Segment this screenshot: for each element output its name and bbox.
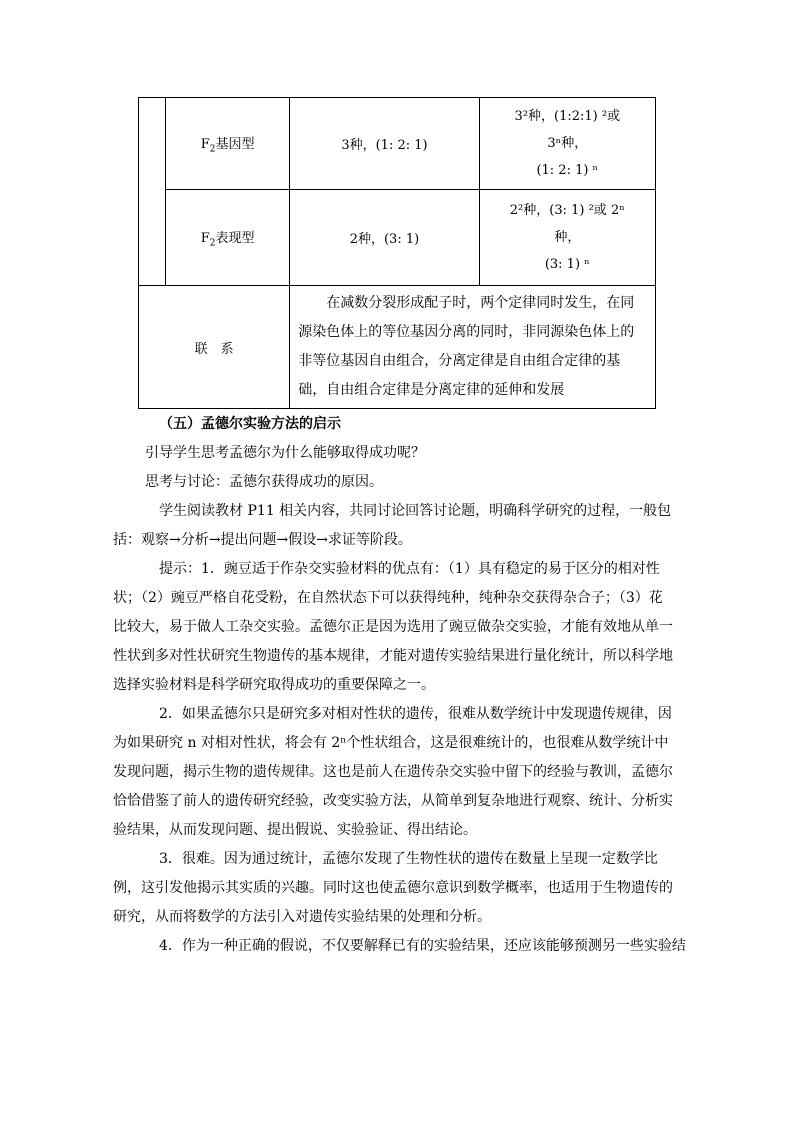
merged-cell [139, 98, 166, 286]
paragraph: 提示：1．豌豆适于作杂交实验材料的优点有：（1）具有稳定的易于区分的相对性状；（2）豌豆严格自花受粉，在自然状态下可以获得纯种，纯种杂交获得杂合子；（3）花比较大，易于做人工杂交实验。孟德尔正是因为选用了豌豆做杂交实验，才能有效地从单一性状到多对性状研究生物遗传的基本规律，才能对遗传实验结果进行量化统计，所以科学地选择实验材料是科学研究取得成功的重要保障之一。 [113, 561, 673, 693]
comparison-table [138, 97, 656, 409]
table-row [139, 98, 656, 190]
paragraph: 3．很难。因为通过统计，孟德尔发现了生物性状的遗传在数量上呈现一定数学比例，这引发他揭示其实质的兴趣。同时这也使孟德尔意识到数学概率，也适用于生物遗传的研究，从而将数学的方法引入对遗传实验结果的处理和分析。 [113, 851, 673, 925]
paragraph: 4．作为一种正确的假说，不仅要解释已有的实验结果，还应该能够预测另一些实验结 [159, 938, 686, 954]
single-gene-cell: 3种，(1: 2: 1) [290, 98, 479, 190]
row-label-genotype: $F_2$基因型 [166, 98, 290, 190]
section-heading: （五）孟德尔实验方法的启示 [159, 416, 341, 432]
table-row [139, 190, 656, 286]
body-text [113, 410, 686, 961]
relation-label: 联 系 [139, 286, 290, 409]
paragraph: 引导学生思考孟德尔为什么能够取得成功呢？ [145, 445, 425, 461]
relation-text: 在减数分裂形成配子时，两个定律同时发生，在同源染色体上的等位基因分离的同时，非同源染色体上的非等位基因自由组合，分离定律是自由组合定律的基础，自由组合定律是分离定律的延伸和发展 [290, 286, 656, 409]
table-row [139, 286, 656, 409]
paragraph: 2．如果孟德尔只是研究多对相对性状的遗传，很难从数学统计中发现遗传规律，因为如果研究 n 对相对性状，将会有 2ⁿ个性状组合，这是很难统计的，也很难从数学统计中发现问题，揭示生物的遗传规律。这也是前人在遗传杂交实验中留下的经验与教训，孟德尔恰恰借鉴了前人的遗传研究经验，改变实验方法，从简单到复杂地进行观察、统计、分析实验结果，从而发现问题、提出假说、实验验证、得出结论。 [113, 706, 673, 838]
paragraph: 思考与讨论：孟德尔获得成功的原因。 [145, 474, 383, 490]
multi-gene-cell: 3²种，(1:2:1) ²或 3ⁿ种， (1: 2: 1) ⁿ [479, 98, 655, 190]
paragraph: 学生阅读教材 P11 相关内容，共同讨论回答讨论题，明确科学研究的过程，一般包括：观察→分析→提出问题→假设→求证等阶段。 [113, 503, 672, 548]
row-label-phenotype: $F_2$表现型 [166, 190, 290, 286]
multi-gene-cell: 2²种，(3: 1) ²或 2ⁿ 种， (3: 1) ⁿ [479, 190, 655, 286]
single-gene-cell: 2种，(3: 1) [290, 190, 479, 286]
